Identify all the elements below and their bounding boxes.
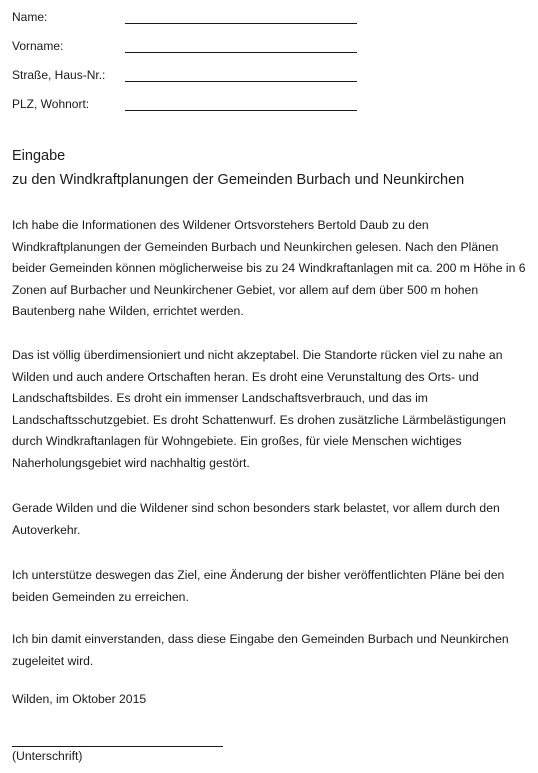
city-blank-line[interactable]: [125, 110, 357, 111]
paragraph-traffic: Gerade Wilden und die Wildener sind schon besonders stark belastet, vor allem durch den Autoverkehr.: [12, 501, 500, 537]
street-blank-line[interactable]: [125, 81, 357, 82]
document-subtitle: zu den Windkraftplanungen der Gemeinden Burbach und Neunkirchen: [12, 172, 465, 188]
street-label: Straße, Haus-Nr.:: [12, 68, 106, 82]
paragraph-objection: Das ist völlig überdimensioniert und nicht akzeptabel. Die Standorte rücken viel zu nahe an Wilden und auch andere Ortschaften heran. Es droht eine Verunstaltung des Orts- und Landschaftsbildes. Es droht ein immenser Landschaftsverbrauch, und das im Landschaftsschutzgebiet. Es droht Schattenwurf. Es drohen zusätzliche Lärmbelästigungen durch Windkraftanlagen für Wohngebiete. Ein großes, für viele Menschen wichtiges Naherholungsgebiet wird nachhaltig gestört.: [12, 348, 506, 470]
city-label: PLZ, Wohnort:: [12, 97, 90, 111]
signature-label: (Unterschrift): [12, 749, 83, 763]
first-name-label: Vorname:: [12, 39, 64, 53]
signature-line[interactable]: [12, 746, 223, 747]
paragraph-support: Ich unterstütze deswegen das Ziel, eine Änderung der bisher veröffentlichten Pläne bei den beiden Gemeinden zu erreichen.: [12, 568, 505, 604]
first-name-blank-line[interactable]: [125, 52, 357, 53]
name-label: Name:: [12, 10, 48, 24]
place-date: Wilden, im Oktober 2015: [12, 692, 147, 706]
name-blank-line[interactable]: [125, 23, 357, 24]
paragraph-information: Ich habe die Informationen des Wildener Ortsvorstehers Bertold Daub zu den Windkraftplanungen der Gemeinden Burbach und Neunkirchen gelesen. Nach den Plänen beider Gemeinden können möglicherweise bis zu 24 Windkraftanlagen mit ca. 200 m Höhe in 6 Zonen auf Burbacher und Neunkirchener Gebiet, vor allem auf dem über 500 m hohen Bautenberg nahe Wilden, errichtet werden.: [12, 218, 526, 318]
document-title: Eingabe: [12, 148, 66, 164]
paragraph-consent: Ich bin damit einverstanden, dass diese Eingabe den Gemeinden Burbach und Neunkirchen zugeleitet wird.: [12, 632, 509, 668]
